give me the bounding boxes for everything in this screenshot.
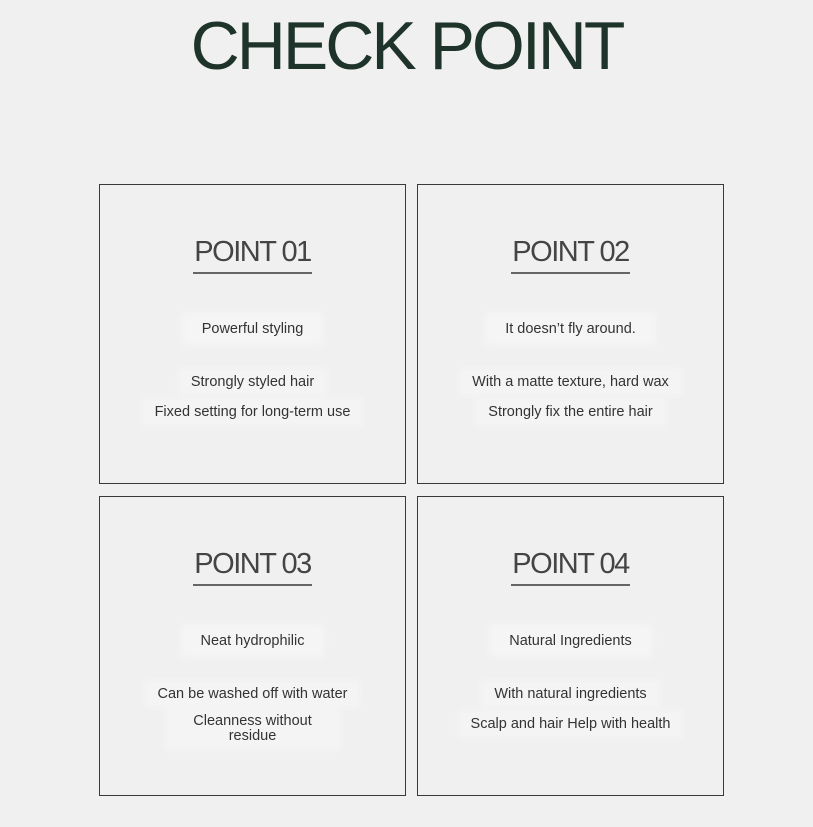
point-label (100, 547, 405, 586)
point-headline (418, 629, 723, 653)
page-title: CHECK POINT (190, 8, 623, 84)
point-label-text: POINT 04 (511, 547, 629, 586)
point-card-01 (99, 184, 406, 484)
point-label-text: POINT 02 (511, 235, 629, 274)
point-label (418, 235, 723, 274)
description-line (418, 709, 723, 739)
description-line-text: Can be washed off with water (148, 683, 358, 705)
point-description (100, 367, 405, 427)
point-headline (100, 629, 405, 653)
description-line-text: Strongly fix the entire hair (478, 401, 662, 423)
description-line (100, 679, 405, 709)
point-card-02 (417, 184, 724, 484)
point-card-04 (417, 496, 724, 796)
point-headline-text: Natural Ingredients (493, 629, 648, 653)
description-line-text: Fixed setting for long-term use (145, 401, 361, 423)
description-line (100, 367, 405, 397)
point-description (418, 367, 723, 427)
description-line (100, 709, 405, 751)
point-headline-text: Neat hydrophilic (185, 629, 321, 653)
point-label-text: POINT 01 (193, 235, 311, 274)
point-label-text: POINT 03 (193, 547, 311, 586)
description-line-text: With a matte texture, hard wax (462, 371, 679, 393)
point-headline-text: Powerful styling (186, 317, 320, 341)
description-line (418, 397, 723, 427)
point-description (100, 679, 405, 751)
description-line (418, 679, 723, 709)
description-line-text: With natural ingredients (484, 683, 656, 705)
point-label (100, 235, 405, 274)
point-card-03 (99, 496, 406, 796)
description-line-text: Strongly styled hair (181, 371, 324, 393)
point-headline-text: It doesn’t fly around. (489, 317, 652, 341)
description-line (418, 367, 723, 397)
description-line-text: Scalp and hair Help with health (461, 713, 681, 735)
point-headline (100, 317, 405, 341)
point-description (418, 679, 723, 739)
point-label (418, 547, 723, 586)
description-line (100, 397, 405, 427)
description-line-text: Cleanness without residue (168, 711, 338, 747)
point-headline (418, 317, 723, 341)
